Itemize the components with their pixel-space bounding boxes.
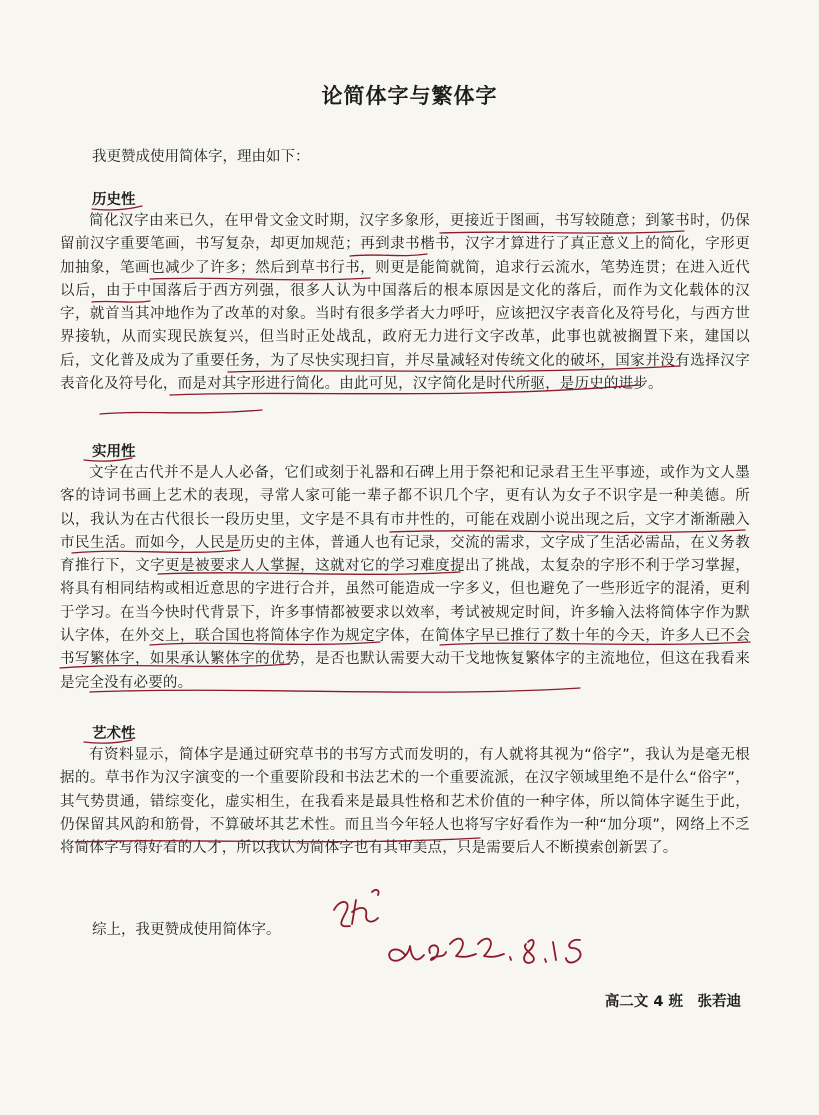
section-heading-practicality: 实用性: [92, 444, 136, 460]
section-paragraph-practicality: 文字在古代并不是人人必备，它们或刻于礼器和石碑上用于祭祀和记录君王生平事迹，或作为文人墨客的诗词书画上艺术的表现，寻常人家可能一辈子都不识几个字，更有认为女子不识字是一种美德。所以，我认为在古代很长一段历史里，文字是不具有市井性的，可能在戏剧小说出现之后，文字才渐渐融入市民生活。而如今，人民是历史的主体，普通人也有记录，交流的需求，文字成了生活必需品，在义务教育推行下，文字更是被要求人人掌握，这就对它的学习难度提出了挑战，太复杂的字形不利于学习掌握，将具有相同结构或相近意思的字进行合并，虽然可能造成一字多义，但也避免了一些形近字的混淆，更利于学习。在当今快时代背景下，许多事情都被要求以效率，考试被规定时间，许多输入法将简体字作为默认字体，在外交上，联合国也将简体字作为规定字体，在简体字早已推行了数十年的今天，许多人已不会书写繁体字，如果承认繁体字的优势，是否也默认需要大动干戈地恢复繁体字的主流地位，但这在我看来是完全没有必要的。: [60, 465, 750, 691]
section-heading-artistry: 艺术性: [92, 726, 136, 742]
section-heading-history: 历史性: [92, 192, 136, 208]
intro-line: 我更赞成使用简体字，理由如下：: [92, 149, 310, 165]
section-paragraph-history: 简化汉字由来已久，在甲骨文金文时期，汉字多象形，更接近于图画，书写较随意；到篆书时，仍保留前汉字重要笔画，书写复杂，却更加规范；再到隶书楷书，汉字才算进行了真正意义上的简化，字形更加抽象，笔画也减少了许多；然后到草书行书，则更是能简就简，追求行云流水，笔势连贯；在进入近代以后，由于中国落后于西方列强，很多人认为中国落后的根本原因是文化的落后，而作为文化载体的汉字，就首当其冲地作为了改革的对象。当时有很多学者大力呼吁，应该把汉字表音化及符号化，与西方世界接轨，从而实现民族复兴，但当时正处战乱，政府无力进行文字改革，此事也就被搁置下来，建国以后，文化普及成为了重要任务，为了尽快实现扫盲，并尽量减轻对传统文化的破坏，国家并没有选择汉字表音化及符号化，而是对其字形进行简化。由此可见，汉字简化是时代所驱，是历史的进步。: [60, 213, 750, 393]
section-paragraph-artistry: 有资料显示，简体字是通过研究草书的书写方式而发明的，有人就将其视为“俗字”，我认为是毫无根据的。草书作为汉字演变的一个重要阶段和书法艺术的一个重要流派，在汉字领域里绝不是什么“俗字”，其气势贯通，错综变化，虚实相生，在我看来是最具性格和艺术价值的一种字体，所以简体字诞生于此，仍保留其风韵和筋骨，不算破坏其艺术性。而且当今年轻人也将写字好看作为一种“加分项”，网络上不乏将简体字写得好看的人才，所以我认为简体字也有其审美点，只是需要后人不断摸索创新罢了。: [60, 747, 750, 857]
page-title: 论简体字与繁体字: [321, 84, 498, 108]
author-signature: 高二文 4 班 张若迪: [604, 994, 741, 1010]
conclusion-line: 综上，我更赞成使用简体字。: [92, 922, 281, 938]
